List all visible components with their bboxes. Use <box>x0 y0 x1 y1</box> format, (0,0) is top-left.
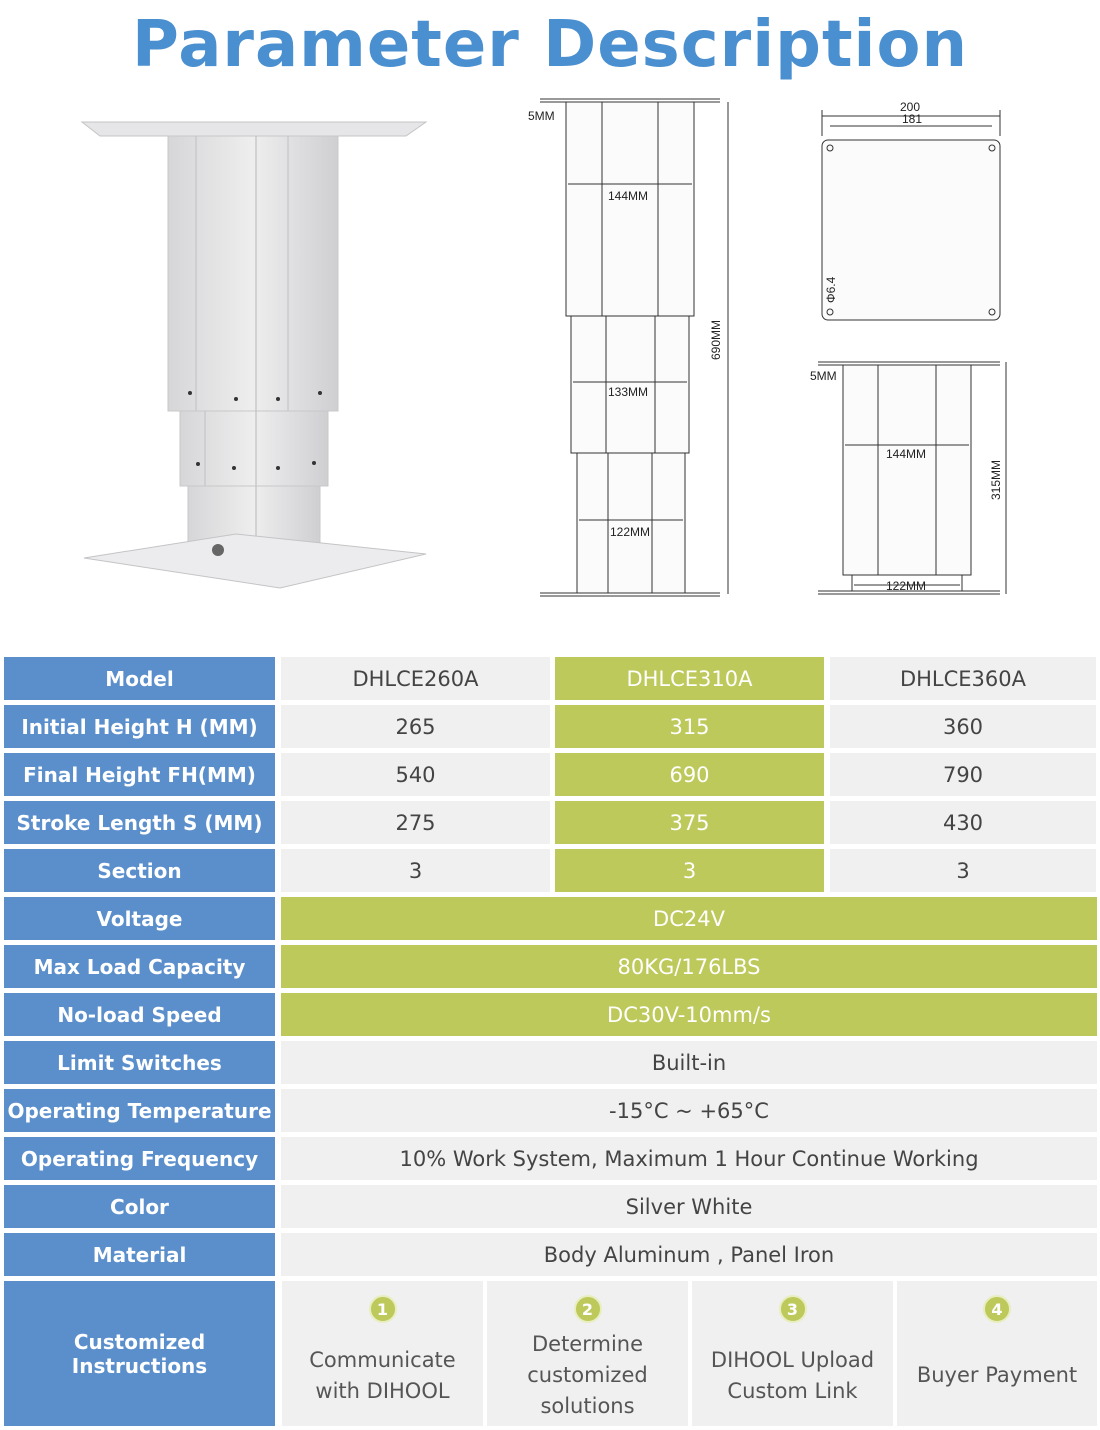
row-label-final-height: Final Height FH(MM) <box>4 753 275 796</box>
step-2 <box>487 1281 688 1426</box>
dim-retracted-section3-label: 122MM <box>886 579 927 593</box>
top-view-drawing <box>822 110 1000 320</box>
dim-retracted-top-plate-label: 5MM <box>810 369 837 383</box>
dim-hole-dia-label: Φ6.4 <box>824 276 838 303</box>
initial-height-cell-1: 265 <box>281 705 550 748</box>
dim-retracted-height-label: 315MM <box>989 459 1003 500</box>
dim-top-plate-label: 5MM <box>528 109 555 123</box>
row-label-stroke-length: Stroke Length S (MM) <box>4 801 275 844</box>
row-label-operating-temperature: Operating Temperature <box>4 1089 275 1132</box>
step-3-number-icon: 3 <box>779 1295 807 1323</box>
dim-section3-label: 122MM <box>610 525 651 539</box>
operating-frequency-value: 10% Work System, Maximum 1 Hour Continue Working <box>281 1137 1097 1180</box>
step-3-text: DIHOOL Upload Custom Link <box>710 1347 875 1403</box>
row-label-initial-height: Initial Height H (MM) <box>4 705 275 748</box>
final-height-cell-2: 690 <box>555 753 824 796</box>
stroke-length-cell-2: 375 <box>555 801 824 844</box>
operating-temperature-value: -15°C ~ +65°C <box>281 1089 1097 1132</box>
final-height-cell-3: 790 <box>830 753 1096 796</box>
row-label-customized-instructions: Customized Instructions <box>4 1281 275 1426</box>
dim-outer-label: 200 <box>900 100 921 114</box>
final-height-cell-1: 540 <box>281 753 550 796</box>
dim-section1-label: 144MM <box>608 189 649 203</box>
row-label-limit-switches: Limit Switches <box>4 1041 275 1084</box>
stroke-length-cell-1: 275 <box>281 801 550 844</box>
no-load-speed-value: DC30V-10mm/s <box>281 993 1097 1036</box>
dim-section2-label: 133MM <box>608 385 649 399</box>
row-label-no-load-speed: No-load Speed <box>4 993 275 1036</box>
color-value: Silver White <box>281 1185 1097 1228</box>
row-label-operating-frequency: Operating Frequency <box>4 1137 275 1180</box>
step-3 <box>692 1281 893 1426</box>
row-label-color: Color <box>4 1185 275 1228</box>
retracted-view-drawing <box>818 362 1006 594</box>
dim-retracted-section1-label: 144MM <box>886 447 927 461</box>
section-cell-3: 3 <box>830 849 1096 892</box>
page-title: Parameter Description <box>132 8 968 82</box>
step-1-text: Communicate with DIHOOL <box>309 1347 456 1403</box>
lift-column-render <box>82 122 426 588</box>
step-1-number-icon: 1 <box>369 1295 397 1323</box>
step-4-number-icon: 4 <box>983 1295 1011 1323</box>
model-label: Model <box>4 657 275 700</box>
model-cell-3: DHLCE360A <box>830 657 1096 700</box>
step-2-text: Determine customized solutions <box>527 1332 648 1418</box>
step-4 <box>897 1281 1097 1426</box>
section-cell-1: 3 <box>281 849 550 892</box>
voltage-value: DC24V <box>281 897 1097 940</box>
side-view-drawing <box>540 99 728 596</box>
dim-holes-label: 181 <box>902 112 923 126</box>
model-cell-2: DHLCE310A <box>555 657 824 700</box>
row-label-voltage: Voltage <box>4 897 275 940</box>
step-2-number-icon: 2 <box>574 1295 602 1323</box>
product-illustration <box>0 88 1100 608</box>
limit-switches-value: Built-in <box>281 1041 1097 1084</box>
material-value: Body Aluminum , Panel Iron <box>281 1233 1097 1276</box>
max-load-value: 80KG/176LBS <box>281 945 1097 988</box>
step-4-text: Buyer Payment <box>916 1363 1078 1387</box>
row-label-material: Material <box>4 1233 275 1276</box>
row-label-max-load: Max Load Capacity <box>4 945 275 988</box>
dim-height-label: 690MM <box>709 319 723 360</box>
initial-height-cell-2: 315 <box>555 705 824 748</box>
row-label-section: Section <box>4 849 275 892</box>
section-cell-2: 3 <box>555 849 824 892</box>
stroke-length-cell-3: 430 <box>830 801 1096 844</box>
model-cell-1: DHLCE260A <box>281 657 550 700</box>
step-1 <box>282 1281 483 1426</box>
initial-height-cell-3: 360 <box>830 705 1096 748</box>
